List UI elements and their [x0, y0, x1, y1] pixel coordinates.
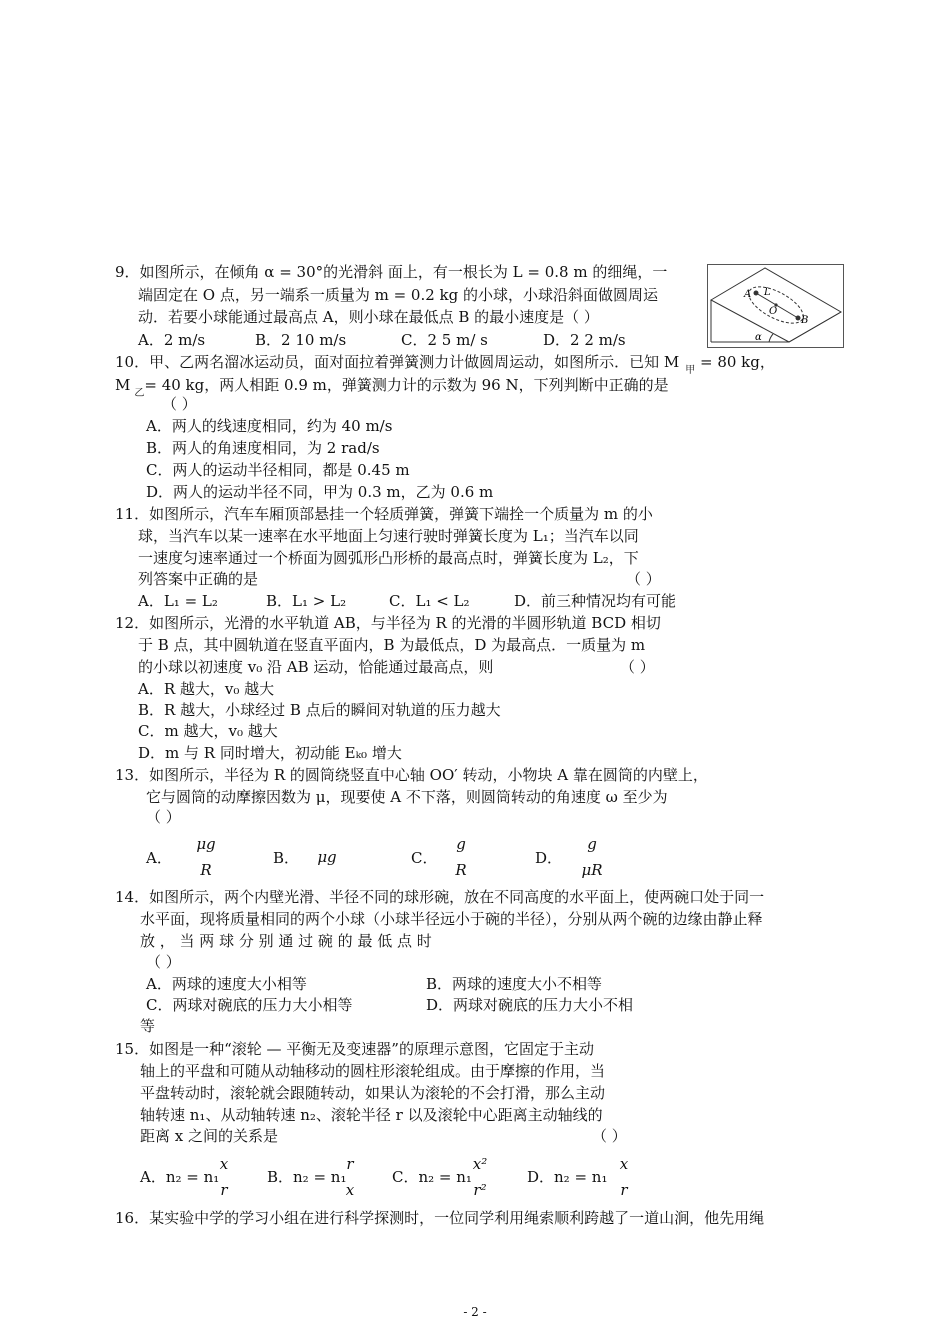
q9-line-3: 动．若要小球能通过最高点 A，则小球在最低点 B 的最小速度是（ ）: [138, 308, 599, 326]
q13-line-3: （ ）: [146, 808, 181, 826]
q9-option-d: D．2 2 m/s: [543, 331, 626, 349]
q12-option-d: D．m 与 R 同时增大，初动能 Eₖ₀ 增大: [138, 744, 402, 762]
q11-line-4: 列答案中正确的是: [138, 570, 259, 588]
q15-line-3: 平盘转动时，滚轮就会跟随转动，如果认为滚轮的不会打滑，那么主动: [140, 1084, 606, 1102]
q9-line-2: 端固定在 O 点，另一端系一质量为 m = 0.2 kg 的小球，小球沿斜面做圆周运: [138, 286, 659, 304]
q10-line-2: [115, 375, 669, 404]
q11-option-d: D．前三种情况均有可能: [514, 592, 677, 610]
q13-option-d-numerator: g: [587, 835, 597, 853]
q10-line-2-text: = 40 kg，两人相距 0.9 m，弹簧测力计的示数为 96 N，下列判断中正确的是: [144, 376, 669, 394]
q12-line-2: 于 B 点，其中圆轨道在竖直平面内，B 为最低点，D 为最高点．一质量为 m: [138, 636, 646, 654]
q11-option-b: B．L₁ > L₂: [266, 592, 347, 610]
q9-option-b: B．2 10 m/s: [255, 331, 347, 349]
q12-line-3: 的小球以初速度 v₀ 沿 AB 运动，恰能通过最高点，则: [138, 658, 494, 676]
q13-option-d-denominator: μR: [581, 861, 603, 879]
q15-line-4: 轴转速 n₁、从动轴转速 n₂、滚轮半径 r 以及滚轮中心距离主动轴线的: [140, 1106, 603, 1124]
q14-line-1: 14．如图所示，两个内壁光滑、半径不同的球形碗，放在不同高度的水平面上，使两碗口处于同一: [115, 888, 765, 906]
q14-option-c: C．两球对碗底的压力大小相等: [146, 996, 353, 1014]
q12-option-c: C．m 越大，v₀ 越大: [138, 722, 278, 740]
q12-line-1: 12．如图所示，光滑的水平轨道 AB，与半径为 R 的光滑的半圆形轨道 BCD 相切: [115, 614, 661, 632]
q12-option-b: B．R 越大，小球经过 B 点后的瞬间对轨道的压力越大: [138, 701, 501, 719]
q10-option-a: A．两人的线速度相同，约为 40 m/s: [146, 417, 393, 435]
q13-option-b-label: B．: [273, 849, 300, 867]
q10-option-b: B．两人的角速度相同，为 2 rad/s: [146, 439, 380, 457]
q15-option-a: A．n₂ = n₁: [140, 1168, 220, 1186]
q13-option-d-label: D．: [535, 849, 563, 867]
q11-line-3: 一速度匀速率通过一个桥面为圆弧形凸形桥的最高点时，弹簧长度为 L₂，下: [138, 549, 639, 567]
q10-line-1-tail: = 80 kg，: [695, 353, 775, 371]
q9-incline-figure: [707, 264, 844, 348]
q15-option-a-denominator: r: [220, 1181, 228, 1199]
q13-line-2: 它与圆筒的动摩擦因数为 μ，现要使 A 不下落，则圆筒转动的角速度 ω 至少为: [146, 788, 668, 806]
q14-option-a: A．两球的速度大小相等: [146, 975, 307, 993]
q9-fig-label-a: A: [744, 289, 752, 300]
q10-line-1-text: 10．甲、乙两名溜冰运动员，面对面拉着弹簧测力计做圆周运动，如图所示．已知 M: [115, 353, 680, 371]
q13-option-c-denominator: R: [455, 861, 467, 879]
q15-answer-bracket: （ ）: [592, 1127, 627, 1145]
q9-line-1: 9．如图所示，在倾角 α = 30°的光滑斜 面上，有一根长为 L = 0.8 m 的细绳，一: [115, 263, 668, 281]
q11-line-2: 球，当汽车以某一速率在水平地面上匀速行驶时弹簧长度为 L₁；当汽车以同: [138, 527, 639, 545]
q9-option-a: A．2 m/s: [138, 331, 206, 349]
q13-option-c-label: C．: [411, 849, 438, 867]
q13-option-c-numerator: g: [456, 835, 466, 853]
q15-option-b: B．n₂ = n₁: [267, 1168, 347, 1186]
q14-line-3: 放 ， 当 两 球 分 别 通 过 碗 的 最 低 点 时: [140, 932, 432, 950]
q15-option-c: C．n₂ = n₁: [392, 1168, 472, 1186]
q9-fig-label-b: B: [801, 315, 809, 326]
q15-option-d: D．n₂ = n₁: [527, 1168, 608, 1186]
q15-option-c-denominator: r²: [473, 1181, 487, 1199]
q9-option-c: C．2 5 m/ s: [401, 331, 488, 349]
q14-option-d-wrap: 等: [140, 1017, 156, 1035]
page-number: - 2 -: [463, 1305, 487, 1319]
q14-option-d: D．两球对碗底的压力大小不相: [426, 996, 634, 1014]
q10-line-2-m: M: [115, 376, 131, 394]
q10-sub-yi: 乙: [134, 388, 145, 399]
q13-option-b-value: μg: [317, 848, 337, 866]
q15-option-b-numerator: r: [346, 1155, 354, 1173]
q13-option-a-numerator: μg: [196, 835, 216, 853]
q10-line-3: （ ）: [162, 395, 197, 413]
q10-sub-jia: 甲: [685, 365, 696, 376]
q9-fig-label-o: O: [769, 306, 778, 317]
q11-line-1: 11．如图所示，汽车车厢顶部悬挂一个轻质弹簧，弹簧下端拴一个质量为 m 的小: [115, 505, 653, 523]
q16-line-1: 16．某实验中学的学习小组在进行科学探测时，一位同学利用绳索顺利跨越了一道山涧，他先用绳: [115, 1209, 765, 1227]
q11-option-a: A．L₁ = L₂: [138, 592, 218, 610]
q10-option-c: C．两人的运动半径相同，都是 0.45 m: [146, 461, 410, 479]
q15-line-1: 15．如图是一种“滚轮 — 平衡无及变速器”的原理示意图，它固定于主动: [115, 1040, 594, 1058]
q11-answer-bracket: （ ）: [626, 570, 661, 588]
q12-option-a: A．R 越大，v₀ 越大: [138, 680, 275, 698]
q12-answer-bracket: （ ）: [620, 658, 655, 676]
q13-line-1: 13．如图所示，半径为 R 的圆筒绕竖直中心轴 OO′ 转动，小物块 A 靠在圆筒的内壁上，: [115, 766, 708, 784]
q15-option-b-denominator: x: [345, 1181, 355, 1199]
q9-fig-label-l: L: [764, 287, 771, 298]
q14-line-2: 水平面，现将质量相同的两个小球（小球半径远小于碗的半径），分别从两个碗的边缘由静止释: [140, 910, 763, 928]
q13-option-a-label: A．: [146, 849, 172, 867]
q15-option-d-denominator: r: [620, 1181, 628, 1199]
q11-option-c: C．L₁ < L₂: [389, 592, 470, 610]
q13-option-a-denominator: R: [200, 861, 212, 879]
q15-line-5: 距离 x 之间的关系是: [140, 1127, 278, 1145]
q10-option-d: D．两人的运动半径不同，甲为 0.3 m，乙为 0.6 m: [146, 483, 494, 501]
q15-option-c-numerator: x²: [472, 1155, 488, 1173]
q14-option-b: B．两球的速度大小不相等: [426, 975, 603, 993]
q15-line-2: 轴上的平盘和可随从动轴移动的圆柱形滚轮组成。由于摩擦的作用，当: [140, 1062, 606, 1080]
q15-option-a-numerator: x: [219, 1155, 229, 1173]
q14-line-4: （ ）: [146, 953, 181, 971]
q15-option-d-numerator: x: [619, 1155, 629, 1173]
q9-fig-label-alpha: α: [755, 332, 762, 343]
